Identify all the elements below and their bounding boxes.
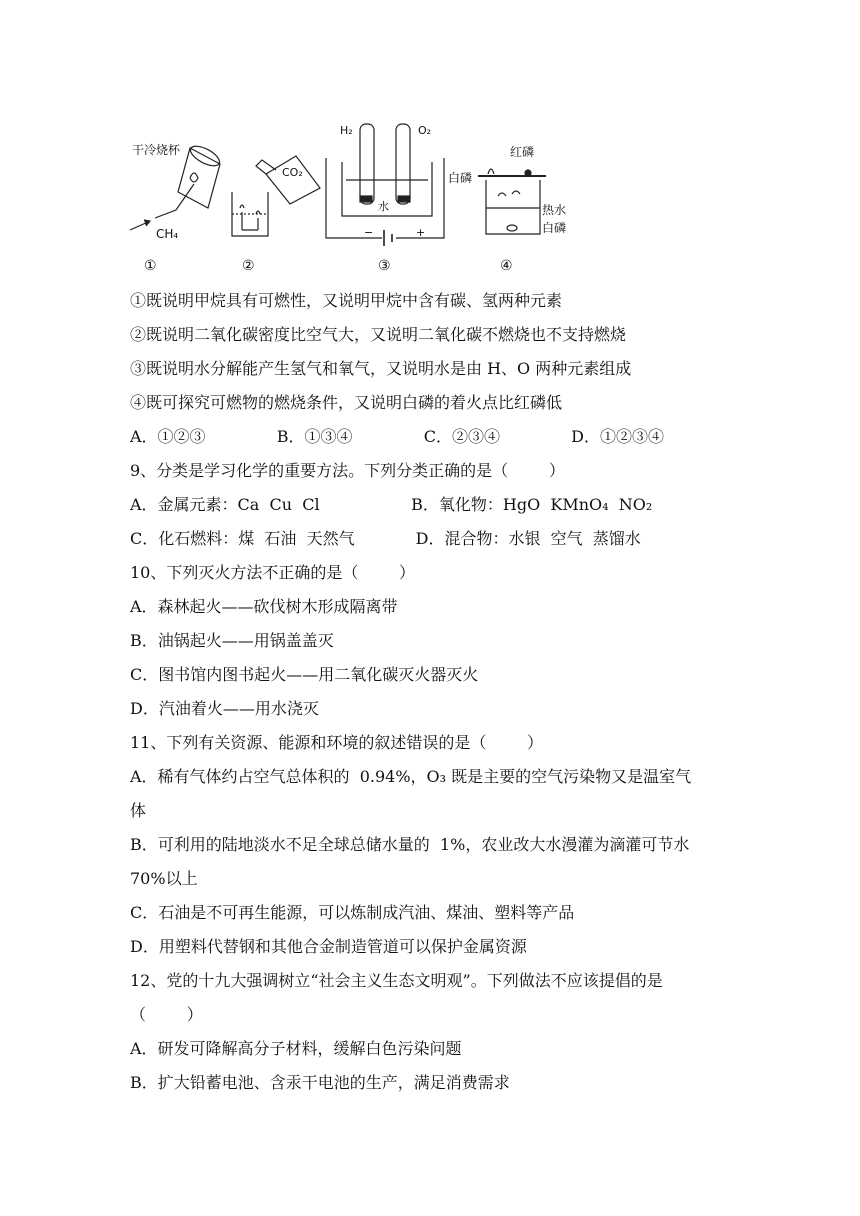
co2-label: CO₂ <box>282 166 303 179</box>
q12-option-a: A．研发可降解高分子材料，缓解白色污染问题 <box>130 1039 462 1058</box>
experiment-figure <box>120 118 567 278</box>
q11-option-b: B．可利用的陆地淡水不足全球总储水量的 1%，农业改大水漫灌为滴灌可节水 <box>130 835 690 854</box>
o2-label: O₂ <box>418 124 432 137</box>
ch4-label: CH₄ <box>156 227 179 241</box>
burning-phosphorus <box>488 169 494 174</box>
q8-options: A．①②③ B．①③④ C．②③④ D．①②③④ <box>130 427 664 446</box>
statement-1: ①既说明甲烷具有可燃性，又说明甲烷中含有碳、氢两种元素 <box>130 291 563 310</box>
q9-options-ab: A．金属元素：Ca Cu Cl B．氧化物：HgO KMnO₄ NO₂ <box>130 495 653 514</box>
gas-tube <box>155 184 194 218</box>
q11-option-a: A．稀有气体约占空气总体积的 0.94%，O₃ 既是主要的空气污染物又是温室气 <box>130 767 692 786</box>
figure-number-4: ④ <box>500 258 513 274</box>
candle-stand <box>242 212 258 230</box>
q11-option-c: C．石油是不可再生能源，可以炼制成汽油、煤油、塑料等产品 <box>130 903 575 922</box>
statement-3: ③既说明水分解能产生氢气和氧气，又说明水是由 H、O 两种元素组成 <box>130 359 632 378</box>
statement-4: ④既可探究可燃物的燃烧条件，又说明白磷的着火点比红磷低 <box>130 393 563 412</box>
beaker-label: 干冷烧杯 <box>132 143 181 157</box>
figure-number-3: ③ <box>378 258 391 274</box>
minus-label: − <box>364 226 374 239</box>
bottle-neck <box>256 160 276 174</box>
anode <box>398 196 410 202</box>
flame <box>190 173 198 182</box>
white-phosphorus-bottom-label: 白磷 <box>542 221 567 235</box>
submerged-phosphorus <box>507 225 517 231</box>
figure-number-2: ② <box>242 258 255 274</box>
q10-option-c: C．图书馆内图书起火——用二氧化碳灭火器灭火 <box>130 665 479 684</box>
co2-bottle <box>266 156 320 204</box>
q12-option-b: B．扩大铅蓄电池、含汞干电池的生产，满足消费需求 <box>130 1073 510 1092</box>
red-phosphorus-label: 红磷 <box>510 145 535 159</box>
q9-stem: 9、分类是学习化学的重要方法。下列分类正确的是（ ） <box>130 461 565 480</box>
o2-tube <box>396 124 410 204</box>
steam <box>498 191 520 196</box>
white-phosphorus-top-label: 白磷 <box>448 171 473 185</box>
h2-label: H₂ <box>340 124 353 137</box>
q11-option-a-cont: 体 <box>130 801 147 820</box>
candles <box>240 205 260 214</box>
q11-option-b-cont: 70%以上 <box>130 869 198 888</box>
figure-number-1: ① <box>144 258 157 274</box>
q12-stem-cont: （ ） <box>130 1005 203 1024</box>
q10-option-b: B．油锅起火——用锅盖盖灭 <box>130 631 334 650</box>
q9-options-cd: C．化石燃料：煤 石油 天然气 D．混合物：水银 空气 蒸馏水 <box>130 529 641 548</box>
figure-2 <box>232 156 320 236</box>
q11-option-d: D．用塑料代替钢和其他合金制造管道可以保护金属资源 <box>130 937 527 956</box>
q10-option-a: A．森林起火——砍伐树木形成隔离带 <box>130 597 398 616</box>
figure-1 <box>130 142 222 241</box>
figure-4 <box>448 144 566 235</box>
battery <box>384 230 392 246</box>
q10-stem: 10、下列灭火方法不正确的是（ ） <box>130 563 416 582</box>
q11-stem: 11、下列有关资源、能源和环境的叙述错误的是（ ） <box>130 733 544 752</box>
circuit-wire <box>326 158 444 238</box>
plus-label: + <box>416 226 426 239</box>
hot-water-label: 热水 <box>542 203 567 217</box>
q12-stem: 12、党的十九大强调树立“社会主义生态文明观”。下列做法不应该提倡的是 <box>130 971 663 990</box>
q10-option-d: D．汽油着火——用水浇灭 <box>130 699 319 718</box>
hot-water-beaker <box>486 180 540 234</box>
figure-3 <box>326 124 444 246</box>
water-label: 水 <box>378 200 389 213</box>
statement-2: ②既说明二氧化碳密度比空气大，又说明二氧化碳不燃烧也不支持燃烧 <box>130 325 627 344</box>
red-phosphorus <box>525 170 531 176</box>
h2-tube <box>360 124 374 204</box>
cathode <box>360 196 372 202</box>
